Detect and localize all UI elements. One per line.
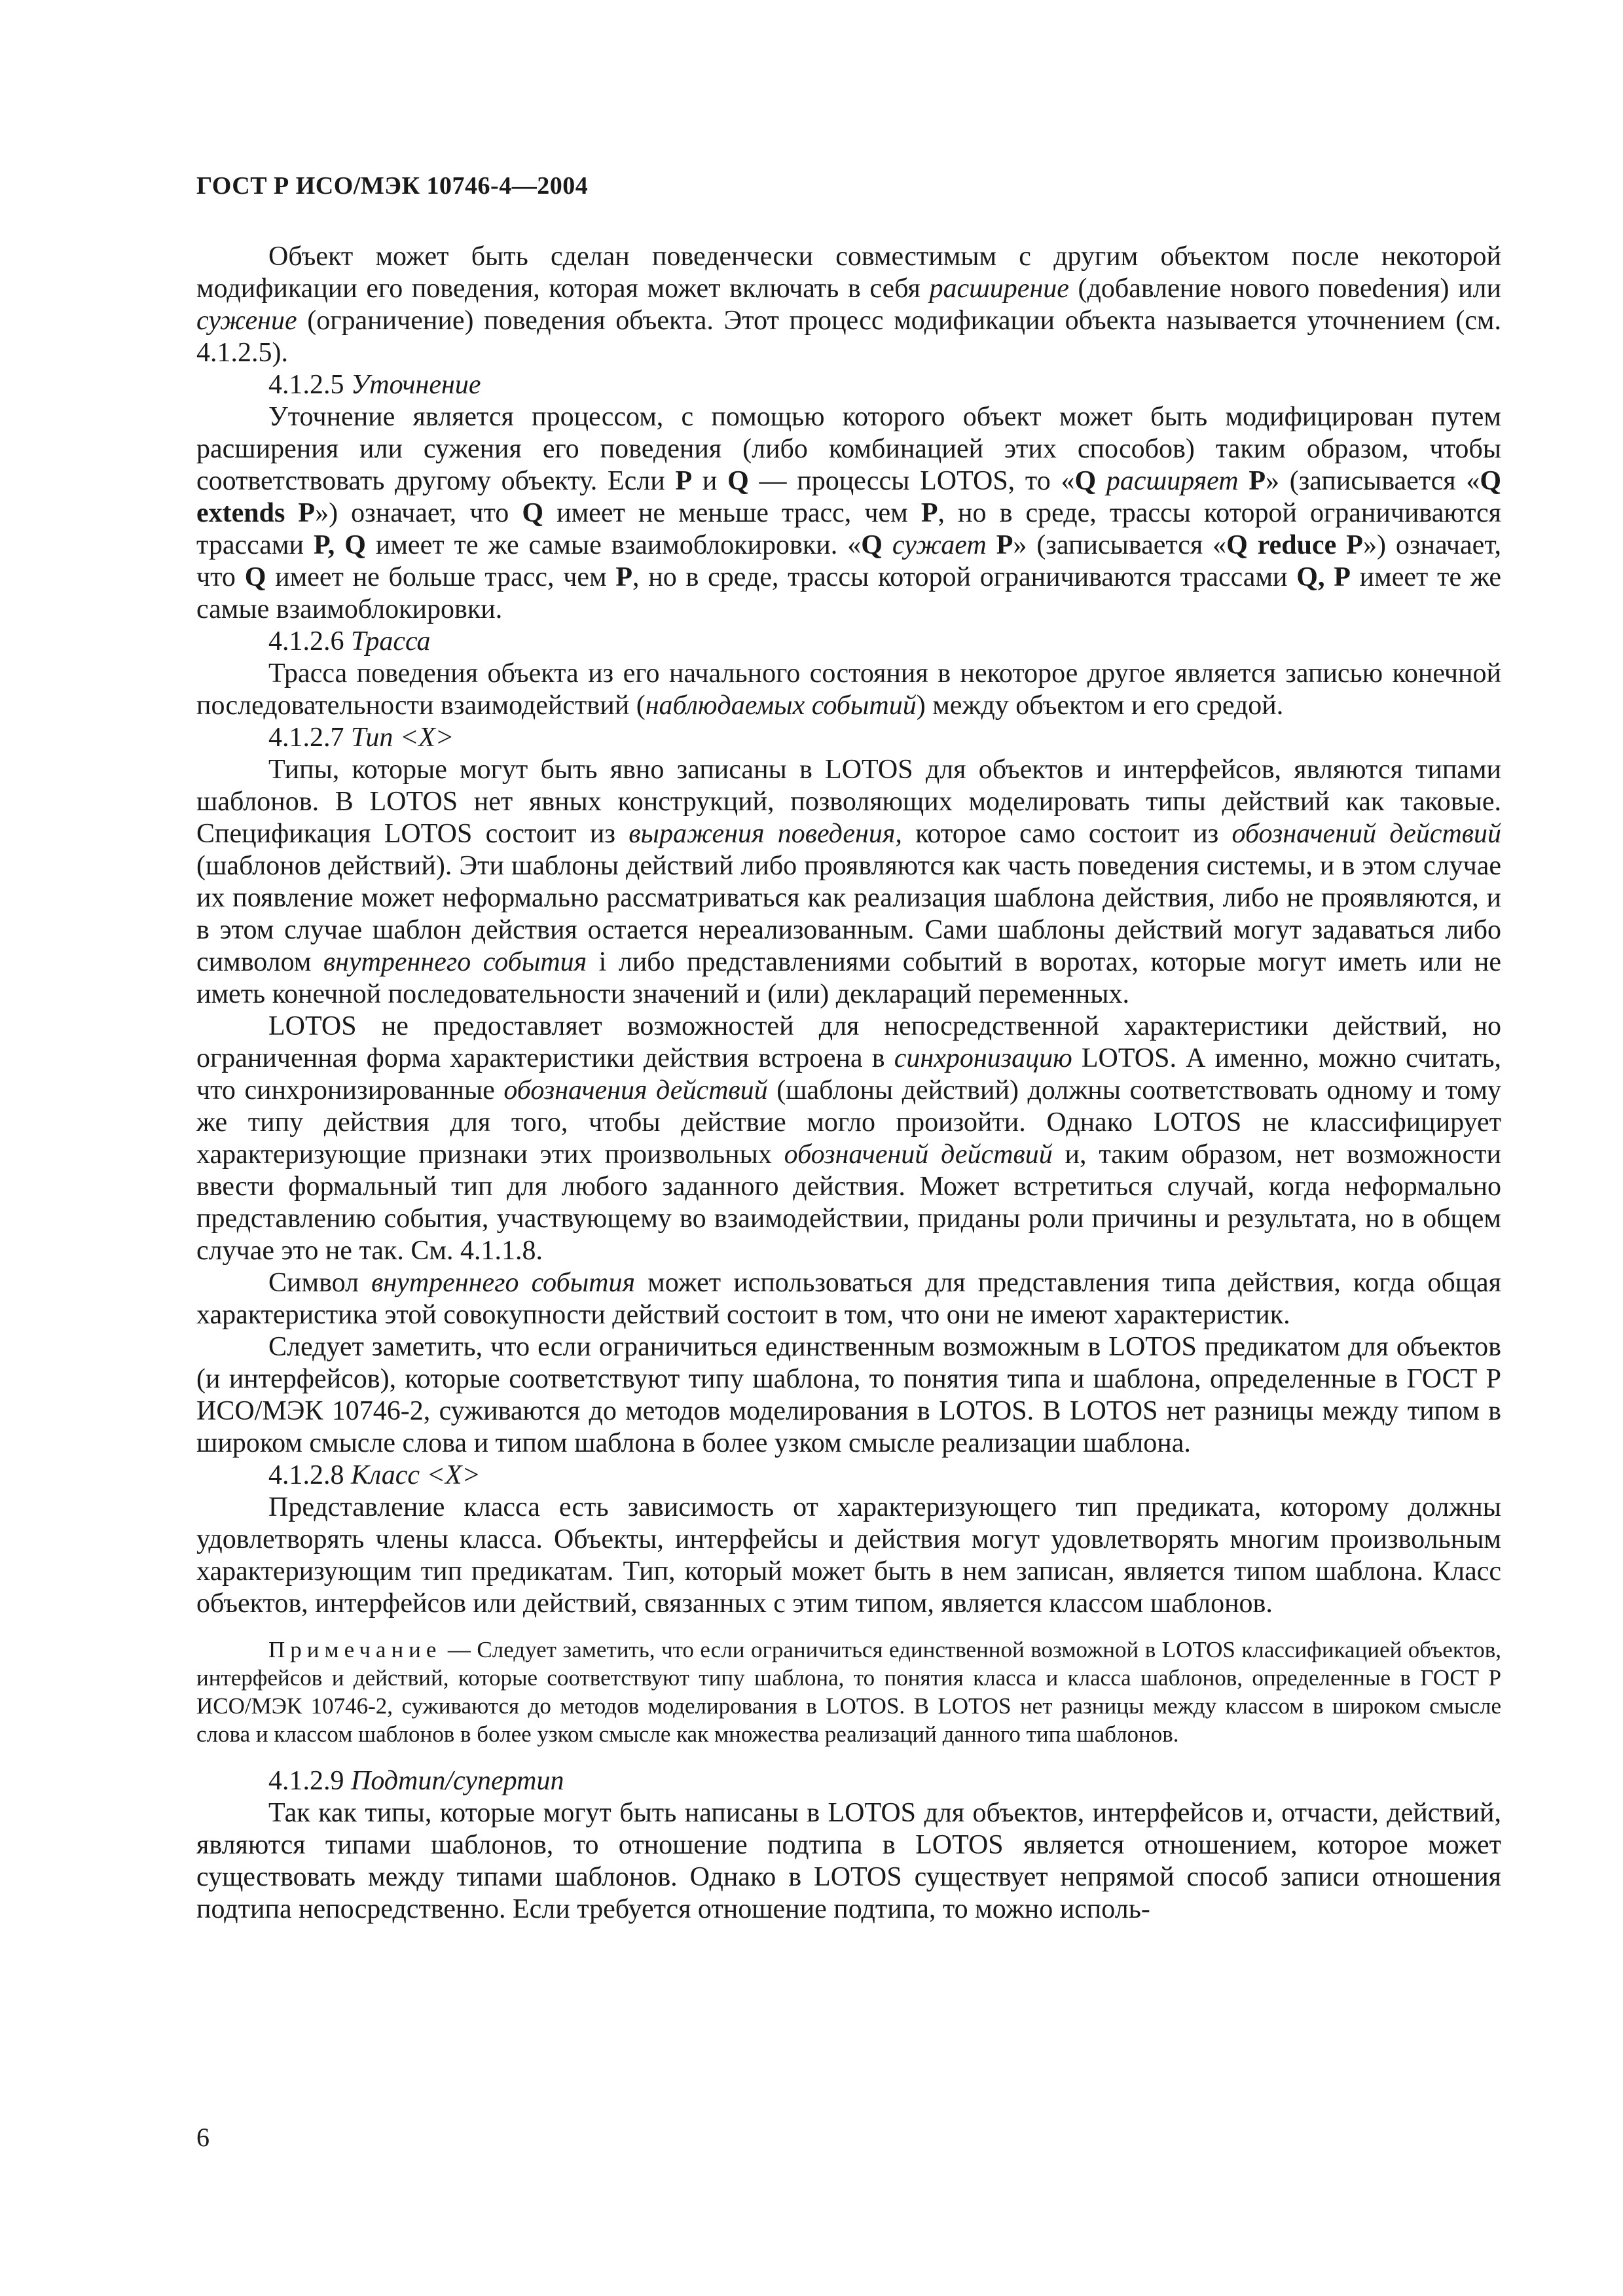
text-run: обозначения действий bbox=[503, 1075, 768, 1105]
text-run: расширение bbox=[929, 274, 1069, 304]
text-run: Q bbox=[861, 530, 883, 560]
text-run: Типы, которые могут быть явно записаны в LOTOS для объектов и интерфейсов, являются типами шаблонов. В LOTOS нет явных конструкций, позволяющих моделировать типы действий как таковые. Спецификация LOTOS состоит из bbox=[196, 755, 1501, 849]
body-paragraph bbox=[196, 754, 1501, 1011]
text-run: обозначений действий bbox=[784, 1139, 1053, 1170]
text-run: Q reduce P bbox=[1226, 530, 1363, 560]
text-run: 4.1.2.7 bbox=[268, 723, 351, 753]
text-run: Примечание bbox=[268, 1637, 442, 1662]
text-run: i либо представлениями событий в воротах, которые могут иметь или не иметь конечной последовательности значений и (или) деклараций переменных. bbox=[196, 947, 1501, 1009]
page-number: 6 bbox=[196, 2123, 210, 2152]
text-run: Объект может быть сделан поведенчески совместимым с другим объектом после некоторой модификации его поведения, которая может включать в себя bbox=[196, 242, 1501, 304]
text-run: P bbox=[921, 498, 938, 528]
body-paragraph bbox=[196, 241, 1501, 369]
text-run: (добавление нового повеdения) или bbox=[1068, 274, 1501, 304]
text-run: Q bbox=[522, 498, 544, 528]
text-run: Трасса bbox=[351, 626, 431, 656]
document-title: ГОСТ Р ИСО/МЭК 10746-4—2004 bbox=[196, 172, 589, 200]
text-run: P bbox=[1249, 466, 1266, 496]
text-run: 4.1.2.5 bbox=[268, 370, 351, 400]
section-heading bbox=[196, 1765, 1501, 1797]
text-run: , но в среде, трассы которой ограничиваются трассами bbox=[632, 562, 1297, 592]
text-run: расширяет bbox=[1106, 466, 1239, 496]
text-run: наблюдаемых событий bbox=[645, 691, 917, 721]
body-paragraph bbox=[196, 658, 1501, 722]
text-run: имеет не меньше трасс, чем bbox=[543, 498, 921, 528]
text-run: LOTOS. А именно, можно считать, что синхронизированные bbox=[196, 1043, 1501, 1105]
text-run: ») означает, что bbox=[315, 498, 522, 528]
text-run: Символ bbox=[268, 1268, 372, 1298]
text-run bbox=[987, 530, 996, 560]
text-run: — процессы LOTOS, то « bbox=[748, 466, 1075, 496]
text-run: внутреннего события bbox=[371, 1268, 636, 1298]
section-heading bbox=[196, 1460, 1501, 1492]
body-paragraph bbox=[196, 401, 1501, 626]
text-run: Q bbox=[727, 466, 749, 496]
text-run: 4.1.2.9 bbox=[268, 1766, 351, 1796]
body-paragraph bbox=[196, 1797, 1501, 1926]
text-run: LOTOS не предоставляет возможностей для непосредственной характеристики действий, но ограниченная форма характеристики действия встроена в bbox=[196, 1011, 1501, 1073]
section-heading bbox=[196, 722, 1501, 754]
text-run: и bbox=[692, 466, 728, 496]
text-run: может использоваться для представления типа действия, когда общая характеристика этой совокупности действий состоит в том, что они не имеют характеристик. bbox=[196, 1268, 1501, 1330]
section-heading bbox=[196, 369, 1501, 401]
text-run: сужение bbox=[196, 306, 297, 336]
text-run: имеет не больше трасс, чем bbox=[266, 562, 616, 592]
text-run: внутреннего события bbox=[323, 947, 587, 977]
text-run: (шаблоны действий) должны соответствовать одному и тому же типу действия для того, чтобы действие могло произойти. Однако LOTOS не классифицирует характеризующие признаки этих произвольных bbox=[196, 1075, 1501, 1170]
text-run: P bbox=[675, 466, 693, 496]
text-run: , но в среде, трассы которой ограничиваются трассами bbox=[196, 498, 1501, 560]
text-run bbox=[1096, 466, 1106, 496]
text-run: Уточнение bbox=[351, 370, 481, 400]
text-run: Q, P bbox=[1296, 562, 1351, 592]
text-run: 4.1.2.8 bbox=[268, 1460, 351, 1490]
text-run: Тип <X> bbox=[351, 723, 454, 753]
text-run: выражения поведения, bbox=[629, 819, 902, 849]
text-run: Так как типы, которые могут быть написаны в LOTOS для объектов, интерфейсов и, отчасти, действий, являются типами шаблонов, то отношение подтипа в LOTOS является отношением, которое может существовать между типами шаблонов. Однако в LOTOS существует непрямой способ записи отношения подтипа непосредственно. Если требуется отношение подтипа, то можно исполь- bbox=[196, 1798, 1501, 1924]
text-run: имеет те же самые взаимоблокировки. bbox=[196, 562, 1502, 624]
text-run: » (записывается « bbox=[1013, 530, 1227, 560]
text-run: — Следует заметить, что если ограничиться единственной возможной в LOTOS классификацией объектов, интерфейсов и действий, которые соответствуют типу шаблона, то понятия класса и класса шаблонов, определенные в ГОСТ Р ИСО/МЭК 10746-2, суживаются до методов моделирования в LOTOS. В LOTOS нет разницы между классом в широком смысле слова и классом шаблонов в более узком смысле как множества реализаций данного типа шаблонов. bbox=[196, 1637, 1501, 1747]
text-run: 4.1.2.6 bbox=[268, 626, 351, 656]
body-paragraph bbox=[196, 1267, 1501, 1331]
document-body bbox=[196, 241, 1501, 1926]
text-run: Представление класса есть зависимость от характеризующего тип предиката, которому должны удовлетворять члены класса. Объекты, интерфейсы и действия могут удовлетворять многим произвольным характеризующим тип предикатам. Тип, который может быть в нем записан, является типом шаблона. Класс объектов, интерфейсов или действий, связанных с этим типом, является классом шаблонов. bbox=[196, 1492, 1501, 1619]
body-paragraph bbox=[196, 1331, 1501, 1460]
text-run: Уточнение является процессом, с помощью которого объект может быть модифицирован путем расширения или сужения его поведения (либо комбинацией этих способов) таким образом, чтобы соответствовать другому объекту. Если bbox=[196, 402, 1501, 496]
text-run: P bbox=[615, 562, 633, 592]
text-run: обозначений действий bbox=[1231, 819, 1502, 849]
text-run: ») означает, что bbox=[196, 530, 1502, 592]
text-run: Q extends P bbox=[196, 466, 1502, 528]
text-run bbox=[1239, 466, 1249, 496]
text-run: Следует заметить, что если ограничиться единственным возможным в LOTOS предикатом для объектов (и интерфейсов), которые соответствуют типу шаблона, то понятия типа и шаблона, определенные в ГОСТ Р ИСО/МЭК 10746-2, суживаются до методов моделирования в LOTOS. В LOTOS нет разницы между типом в широком смысле слова и типом шаблона в более узком смысле реализации шаблона. bbox=[196, 1332, 1501, 1458]
text-run: Трасса поведения объекта из его начального состояния в некоторое другое является записью конечной последовательности взаимодействий ( bbox=[196, 658, 1501, 721]
body-paragraph bbox=[196, 1011, 1501, 1267]
body-paragraph bbox=[196, 1492, 1501, 1620]
section-heading bbox=[196, 626, 1501, 658]
text-run: и, таким образом, нет возможности ввести формальный тип для любого заданного действия. Может встретиться случай, когда неформально представлению события, участвующему во взаимодействии, приданы роли причины и результата, но в общем случае это не так. См. 4.1.1.8. bbox=[196, 1139, 1502, 1266]
text-run: » (записывается « bbox=[1266, 466, 1480, 496]
text-run bbox=[883, 530, 892, 560]
text-run: Класс <X> bbox=[351, 1460, 481, 1490]
note-paragraph bbox=[196, 1636, 1501, 1748]
text-run: имеет те же самые взаимоблокировки. « bbox=[365, 530, 862, 560]
text-run: синхронизацию bbox=[894, 1043, 1072, 1073]
text-run: которое само состоит из bbox=[902, 819, 1232, 849]
text-run: P bbox=[996, 530, 1013, 560]
text-run: Подтип/супертип bbox=[351, 1766, 564, 1796]
text-run: P, Q bbox=[313, 530, 366, 560]
document-header bbox=[196, 171, 588, 200]
text-run: (шаблонов действий). Эти шаблоны действий либо проявляются как часть поведения системы, и в этом случае их появление может неформально рассматриваться как реализация шаблона действия, либо не проявляются, и в этом случае шаблон действия остается нереализованным. Сами шаблоны действий могут задаваться либо символом bbox=[196, 851, 1501, 977]
text-run: сужает bbox=[892, 530, 987, 560]
text-run: (ограничение) поведения объекта. Этот процесс модификации объекта называется уточнением (см. 4.1.2.5). bbox=[196, 306, 1501, 368]
text-run: ) между объектом и его средой. bbox=[916, 691, 1284, 721]
text-run: Q bbox=[1074, 466, 1097, 496]
text-run: Q bbox=[244, 562, 266, 592]
